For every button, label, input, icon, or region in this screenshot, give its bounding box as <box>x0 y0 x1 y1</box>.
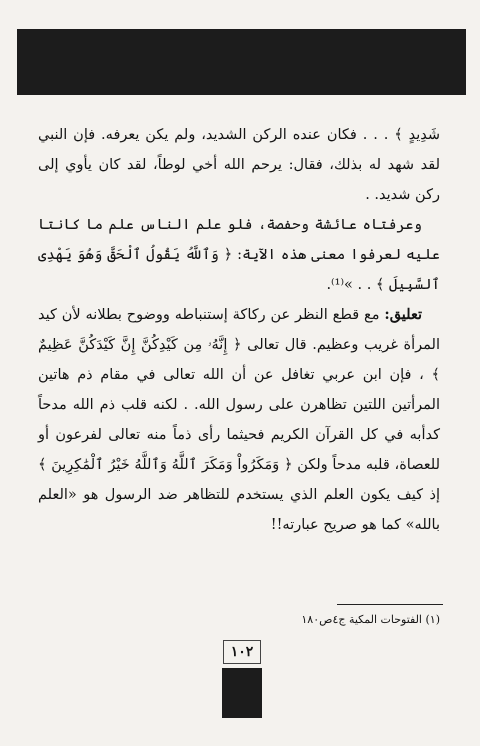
paragraph-3 <box>38 300 440 540</box>
footer-bar <box>222 668 262 718</box>
body-text <box>38 120 440 540</box>
footnote-divider <box>337 604 443 605</box>
header-bar <box>17 29 466 95</box>
paragraph-1: شَدِيدٍ ﴾ . . . فكان عنده الركن الشديد، ولم يكن يعرفه. فإن النبي لقد شهد له بذلك، فقال: يرحم الله أخي لوطاً، لقد كان يأوي إلى ركن شديد. . <box>38 127 440 203</box>
footnote: (١) الفتوحات المكية ج٤ص١٨٠ <box>301 613 440 626</box>
page-number: ١٠٢ <box>223 640 261 664</box>
comment-text: مع قطع النظر عن ركاكة إستنباطه ووضوح بطلانه لأن كيد المرأة غريب وعظيم. قال تعالى ﴿ إِنَّهُۥ مِن كَيْدِكُنَّ إِنَّ كَيْدَكُنَّ عَظِيمٌ ﴾ ، فإن ابن عربي تغافل عن أن الله تعالى في مقام ذم هاتين المرأتين اللتين تظاهرن على رسول الله. . لكنه قلب ذم الله مدحاً كدأبه في كل القرآن الكريم فحيثما رأى ذماً منه تعالى لفرعون أو للعصاة، قلبه مدحاً ولكن ﴿ وَمَكَرُواْ وَمَكَرَ ٱللَّهُ وَٱللَّهُ خَيْرُ ٱلْمَٰكِرِينَ ﴾ إذ كيف يكون العلم الذي يستخدم للتظاهر ضد الرسول هو «العلم بالله» كما هو صريح عبارته!! <box>38 307 440 533</box>
paragraph-2: وعرفتاه عائشة وحفصة، فلو علم الناس علم ما كانتا عليه لعرفوا معنى هذه الآية: ﴿ وَٱللَّهُ يَقُولُ ٱلْحَقَّ وَهُوَ يَهْدِى ٱلسَّبِيلَ ﴾ . . »⁽¹⁾. <box>38 217 440 293</box>
comment-label: تعليق: <box>384 306 422 323</box>
